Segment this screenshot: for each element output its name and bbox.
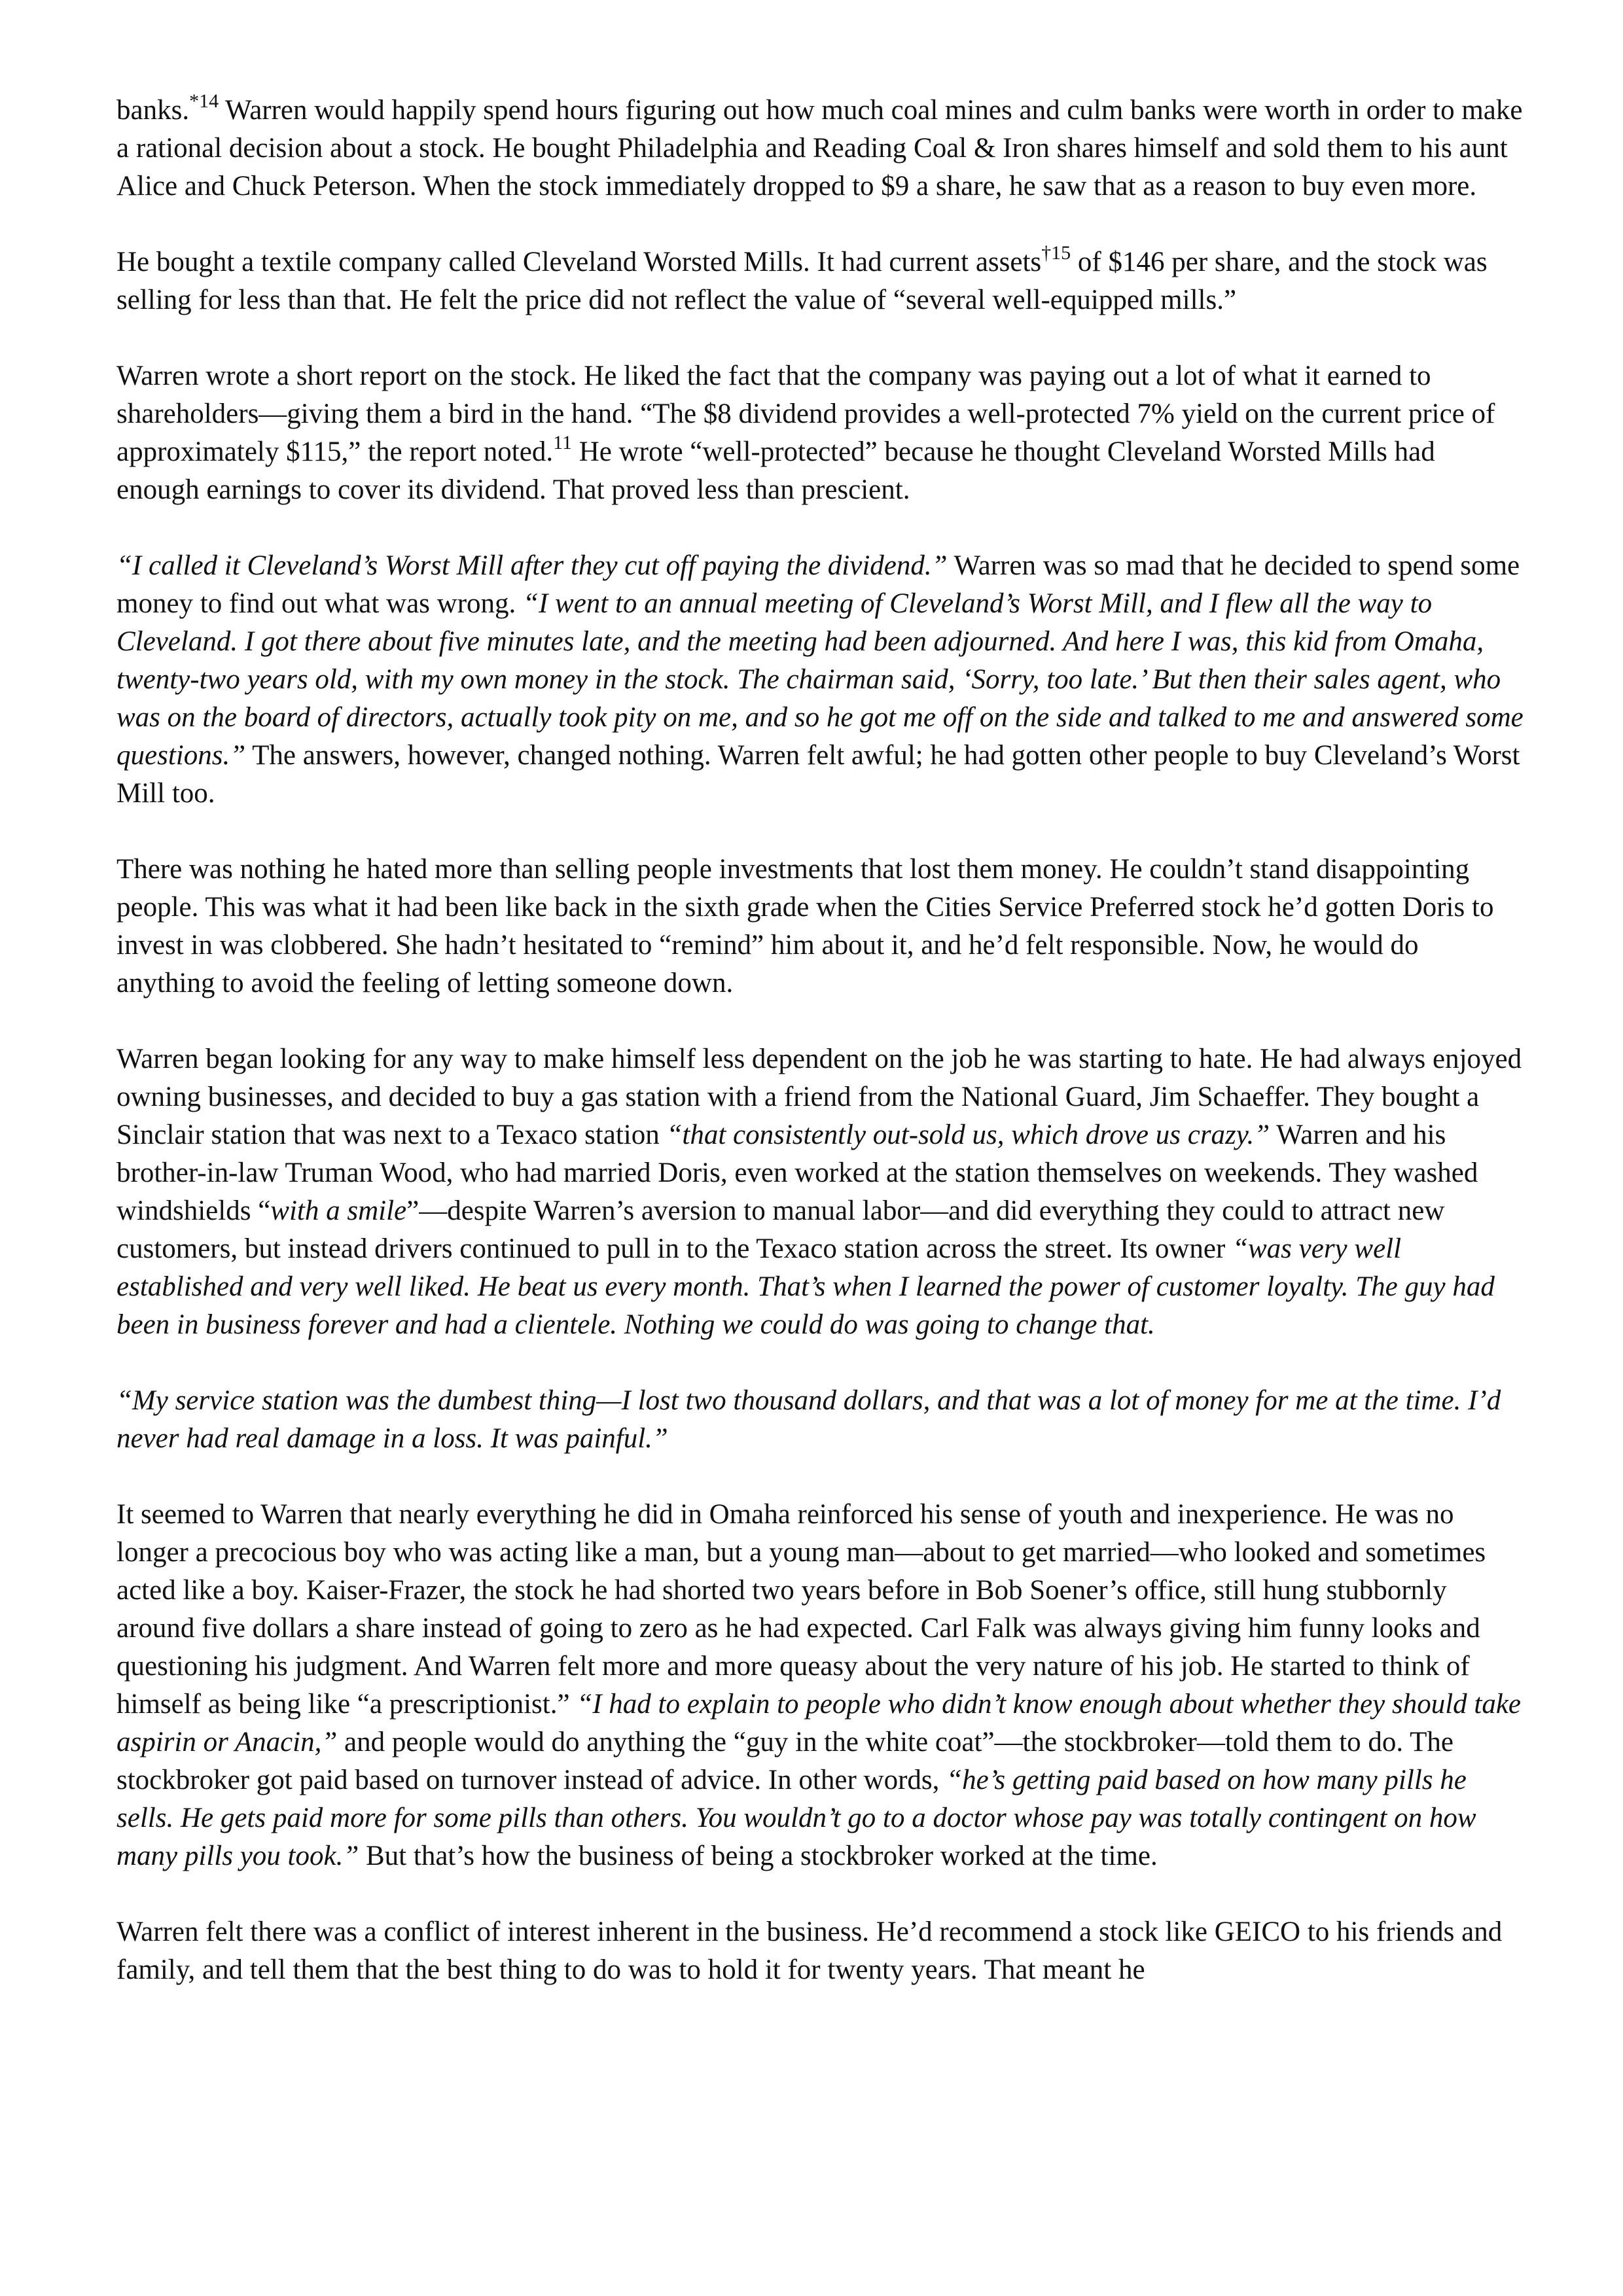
footnote-marker: 11 <box>553 432 572 453</box>
text-segment: The answers, however, changed nothing. Warren felt awful; he had gotten other people to buy Cleveland’s Worst Mill too. <box>116 740 1520 809</box>
paragraph-conflict-of-interest <box>116 1913 1524 1989</box>
paragraph-stock-report <box>116 357 1524 509</box>
text-segment: Warren began looking for any way to make himself less dependent on the job he was starting to hate. He had always enjoyed owning businesses, and decided to buy a gas station with a friend from the National Guard, Jim Schaeffer. They bought a Sinclair station that was next to a Texaco station <box>116 1044 1522 1150</box>
paragraph-prescriptionist <box>116 1496 1524 1875</box>
text-segment: Warren was so mad that he decided to spend some money to find out what was wrong. <box>116 550 1520 619</box>
text-segment: He wrote “well-protected” because he thought Cleveland Worsted Mills had enough earnings to cover its dividend. That proved less than prescient. <box>116 436 1435 505</box>
text-segment: But that’s how the business of being a stockbroker worked at the time. <box>359 1841 1158 1871</box>
text-segment: He bought a textile company called Cleveland Worsted Mills. It had current assets <box>116 247 1042 277</box>
quote-segment: “My service station was the dumbest thing—I lost two thousand dollars, and that was a lot of money for me at the time. I’d never had real damage in a loss. It was painful.” <box>116 1385 1501 1454</box>
page-body <box>116 92 1524 1989</box>
paragraph-worst-mill <box>116 547 1524 813</box>
text-segment: Warren wrote a short report on the stock. He liked the fact that the company was paying out a lot of what it earned to shareholders—giving them a bird in the hand. “The $8 dividend provides a well-protected 7% yield on the current price of approximately $115,” the report noted. <box>116 361 1495 467</box>
paragraph-coal-shares <box>116 92 1524 205</box>
paragraph-disappointing-people <box>116 851 1524 1002</box>
paragraph-service-station-quote <box>116 1382 1524 1458</box>
footnote-marker: *14 <box>189 90 219 112</box>
text-segment: and people would do anything the “guy in the white coat”—the stockbroker—told them to do. The stockbroker got paid based on turnover instead of advice. In other words, <box>116 1727 1454 1795</box>
quote-segment: with a smile <box>270 1195 407 1226</box>
quote-segment: “he’s getting paid based on how many pills he sells. He gets paid more for some pills than others. You wouldn’t go to a doctor whose pay was totally contingent on how many pills you took.” <box>116 1765 1476 1871</box>
text-segment: Warren would happily spend hours figuring out how much coal mines and culm banks were worth in order to make a rational decision about a stock. He bought Philadelphia and Reading Coal & Iron shares himself and sold them to his aunt Alice and Chuck Peterson. When the stock immediately dropped to $9 a share, he saw that as a reason to buy even more. <box>116 95 1523 202</box>
paragraph-gas-station <box>116 1040 1524 1344</box>
text-segment: Warren and his brother-in-law Truman Wood, who had married Doris, even worked at the station themselves on weekends. They washed windshields “ <box>116 1120 1478 1226</box>
text-segment: Warren felt there was a conflict of interest inherent in the business. He’d recommend a stock like GEICO to his friends and family, and tell them that the best thing to do was to hold it for twenty years. That meant he <box>116 1916 1503 1985</box>
footnote-marker: †15 <box>1041 242 1071 264</box>
quote-segment: “I went to an annual meeting of Cleveland’s Worst Mill, and I flew all the way to Cleveland. I got there about five minutes late, and the meeting had been adjourned. And here I was, this kid from Omaha, twenty-two years old, with my own money in the stock. The chairman said, ‘Sorry, too late.’ But then their sales agent, who was on the board of directors, actually took pity on me, and so he got me off on the side and talked to me and answered some questions.” <box>116 588 1524 771</box>
quote-segment: “I had to explain to people who didn’t know enough about whether they should take aspirin or Anacin,” <box>116 1689 1522 1757</box>
text-segment: It seemed to Warren that nearly everything he did in Omaha reinforced his sense of youth and inexperience. He was no longer a precocious boy who was acting like a man, but a young man—about to get married—who looked and sometimes acted like a boy. Kaiser-Frazer, the stock he had shorted two years before in Bob Soener’s office, still hung stubbornly around five dollars a share instead of going to zero as he had expected. Carl Falk was always giving him funny looks and questioning his judgment. And Warren felt more and more queasy about the very nature of his job. He started to think of himself as being like “a prescriptionist.” <box>116 1499 1486 1720</box>
quote-segment: “was very well established and very well liked. He beat us every month. That’s when I learned the power of customer loyalty. The guy had been in business forever and had a clientele. Nothing we could do was going to change that. <box>116 1233 1495 1340</box>
quote-segment: “that consistently out-sold us, which drove us crazy.” <box>666 1120 1270 1150</box>
text-segment: of $146 per share, and the stock was selling for less than that. He felt the price did not reflect the value of “several well-equipped mills.” <box>116 247 1488 315</box>
text-segment: There was nothing he hated more than selling people investments that lost them money. He couldn’t stand disappointing people. This was what it had been like back in the sixth grade when the Cities Service Preferred stock he’d gotten Doris to invest in was clobbered. She hadn’t hesitated to “remind” him about it, and he’d felt responsible. Now, he would do anything to avoid the feeling of letting someone down. <box>116 854 1494 998</box>
text-segment: banks. <box>116 95 190 126</box>
quote-segment: “I called it Cleveland’s Worst Mill after they cut off paying the dividend.” <box>116 550 948 581</box>
paragraph-cleveland-worsted <box>116 243 1524 319</box>
text-segment: ”—despite Warren’s aversion to manual labor—and did everything they could to attract new customers, but instead drivers continued to pull in to the Texaco station across the street. Its owner <box>116 1195 1445 1264</box>
